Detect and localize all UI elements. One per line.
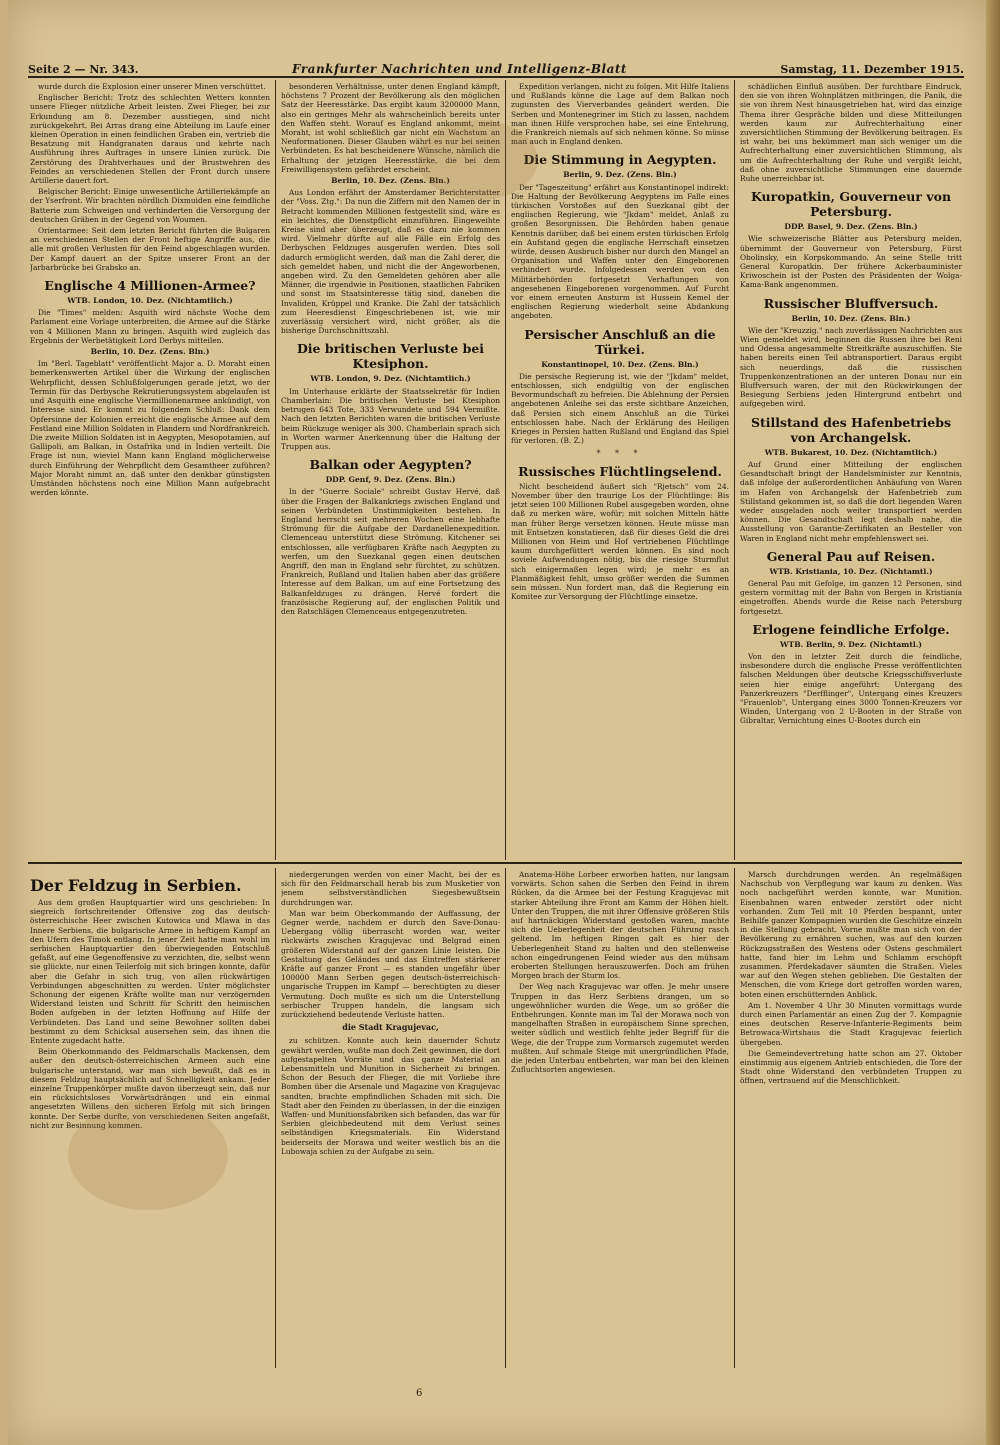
headline-feldzug-serbien: Der Feldzug in Serbien. bbox=[30, 876, 242, 895]
article-text: Der "Tageszeitung" erfährt aus Konstantinopel indirekt: Die Haltung der Bevölkerung Aegyptens im Falle eines türkischen Vorstoßes auf den Suezkanal gibt der englischen Regierung, wie "Jkdam" meldet, Anlaß zu großen Besorgnissen. Die Behörden haben genaue Kenntnis darüber, daß bei einem ersten türkischen Erfolg ein Aufstand gegen die englische Herrschaft einsetzen würde, dessen Ausbruch bisher nur durch den Mangel an Organisation und Waffen unter den Eingeborenen verhindert wurde. Infolgedessen werden von den Militärbehörden fortgesetzt Verhaftungen von angesehenen Eingeborenen vorgenommen. Auf Furcht vor einem erneuten Ansturm ist Hussein Kemel der englischen Regierung wiederholt seine Abdankung angeboten. bbox=[511, 182, 729, 321]
article-text: Orientarmee: Seit dem letzten Bericht führten die Bulgaren an verschiedenen Stellen der Front heftige Angriffe aus, die alle mit großen Verlusten für den Feind abgeschlagen wurden. Der Kampf dauert an der Spitze unserer Front an der Jarbarbrücke bei Grabsko an. bbox=[30, 226, 270, 272]
article-text: Die Gemeindevertretung hatte schon am 27. Oktober einstimmig aus eigenem Antrieb entschieden, die Tore der Stadt ohne Widerstand den verbündeten Truppen zu öffnen, vertrauend auf die Menschlichkeit. bbox=[740, 1048, 962, 1086]
article-text: schädlichen Einfluß ausüben. Der furchtbare Eindruck, den sie von ihren Wohnplätzen mitbringen, die Panik, die sie von ihrem Nest hinausgetrieben hat, wird das einzige Thema ihrer Gespräche bilden und diese Mitteilungen werden kaum zur Aufrechterhaltung einer zuversichtlichen Stimmung der Bevölkerung beitragen. Es ist wahr, bei uns bekümmert man sich weniger um die Aufrechterhaltung einer zuversichtlichen Stimmung, als um die Aufrechterhaltung der Ruhe und vergißt leicht, daß ohne zuversichtliche Stimmungen eine dauernde Ruhe unerreichbar ist. bbox=[740, 82, 962, 184]
article-text: Man war beim Oberkommando der Auffassung, der Gegner werde, nachdem er durch den Save-Donau-Uebergang völlig überrascht worden war, weiter rückwärts zwischen Kragujevac und Belgrad einen größeren Widerstand auf der ganzen Linie leisten. Die Gestaltung des Geländes und das Eintreffen stärkerer Kräfte auf ganzer Front — es standen ungefähr über 100000 Mann Serben gegen deutsch-österreichisch-ungarische Truppen im Kampf — berechtigten zu dieser Vermutung. Doch mußte es sich um die Unterstellung serbischer Truppen handeln, die langsam sich zurückziehend bedeutende Verluste hatten. bbox=[281, 908, 500, 1020]
lower-column-2 bbox=[281, 870, 500, 1370]
dateline: WTB. London, 9. Dez. (Nichtamtlich.) bbox=[310, 374, 471, 384]
headline-english-army: Englische 4 Millionen-Armee? bbox=[44, 278, 256, 294]
column-rule bbox=[734, 868, 735, 1368]
dateline: Berlin, 10. Dez. (Zens. Bln.) bbox=[331, 176, 450, 186]
article-text: Am 1. November 4 Uhr 30 Minuten vormittags wurde durch einen Parlamentär an einen Zug der 7. Kompagnie eines deutschen Reserve-Infanterie-Regiments beim Betrowaca-Wirtshaus die Stadt Kragujevac feierlich übergeben. bbox=[740, 1000, 962, 1047]
article-text: Beim Oberkommando des Feldmarschalls Mackensen, dem außer den deutsch-österreichischen Armeen auch eine bulgarische unterstand, war man sich bewußt, daß es in diesem Feldzug hauptsächlich auf Schnelligkeit ankam. Jeder einzelne Truppenkörper mußte davon überzeugt sein, daß nur ein rücksichtsloses Vorwärtsdrängen und ein einmal angesetzten Willens den sicheren Erfolg mit sich bringen konnte. Der Serbe durfte, von verschiedenen Seiten angefaßt, nicht zur Besinnung kommen. bbox=[30, 1047, 270, 1130]
column-rule bbox=[275, 868, 276, 1368]
masthead-date: Samstag, 11. Dezember 1915. bbox=[780, 63, 964, 76]
column-rule bbox=[505, 868, 506, 1368]
article-text: Die "Times" melden: Asquith wird nächste Woche dem Parlament eine Vorlage unterbreiten, die Armee auf die Stärke von 4 Millionen Mann zu bringen. Asquith wird zugleich das Ergebnis der Werbetätigkeit Lord Derbys mitteilen. bbox=[30, 308, 270, 345]
column-rule bbox=[275, 80, 276, 860]
article-text: besonderen Verhältnisse, unter denen England kämpft, höchstens 7 Prozent der Bevölkerung als den möglichen Satz der Heeresstärke. Das ergibt kaum 3200000 Mann, also ein geringes Mehr als wahrscheinlich bereits unter den Waffen steht. Worauf es England ankommt, meint Moraht, ist wohl schließlich gar nicht ein Wachstum an Neuformationen. Dieser Glauben währt es nur bei seinen Verbündeten. Es hat bescheidenere Wünsche, nämlich die Erhaltung der jetzigen Heeresstärke, die bei dem Freiwilligensystem gefährdet erscheint. bbox=[281, 82, 500, 174]
headline-stimmung-aegypten: Die Stimmung in Aegypten. bbox=[523, 152, 717, 168]
article-text: Aus London erfährt der Amsterdamer Berichterstatter der "Voss. Ztg.": Da nun die Ziffern mit den Namen der in Betracht kommenden Millionen festgestellt sind, wäre es ein leichtes, die Dienstpflicht einzuführen. Eingeweihte Kreise sind aber überzeugt, daß es dazu nie kommen wird. Vielmehr dürfte auf alle Fälle ein Erfolg des Derbyschen Feldzuges ausgerufen werden. Dies soll dadurch ermöglicht werden, daß man die Zahl derer, die sich gemeldet haben, und nicht die der Angeworbenen, angeben wird. Zu den Gemeldeten gehören aber alle Männer, die irgendwie in Positionen, staatlichen Fabriken und sonst im Staatsinteresse tätig sind, daneben die Invaliden, Krüppel und Kranke. Die Zahl der tatsächlich zum Heeresdienst Eingeschriebenen ist, wie mir zuverlässig versichert wird, nicht größer, als die bisherige Durchschnittszahl. bbox=[281, 188, 500, 336]
separator: * * * bbox=[596, 448, 644, 458]
article-text: Der Weg nach Kragujevac war offen. Je mehr unsere Truppen in das Herz Serbiens drangen, um so ungewöhnlicher wurden die Wege, um so größer die Entbehrungen. Konnte man im Tal der Morawa noch von mangelhaften Straßen in europäischem Sinne sprechen, weiter südlich und westlich fehlte jeder Begriff für die Wege, die der Truppe zum Vormarsch zugemutet werden mußten. Auf schmale Steige mit unergründlichen Pfade, die jeden Unterbau entbehrten, war man bei den kleinen Zufluchtsorten angewiesen. bbox=[511, 982, 729, 1075]
subhead-kragujevac: die Stadt Kragujevac, bbox=[342, 1022, 439, 1033]
column-1 bbox=[30, 82, 270, 858]
article-text: Im Unterhause erklärte der Staatssekretär für Indien Chamberlain: Die britischen Verluste bei Ktesiphon betrugen 643 Tote, 333 Verwundete und 594 Vermißte. Nach den letzten Berichten waren die britischen Verluste beim Rückzuge weniger als 300. Chamberlain sprach sich in Worten warmer Anerkennung über die Haltung der Truppen aus. bbox=[281, 386, 500, 451]
dateline: Berlin, 10. Dez. (Zens. Bln.) bbox=[791, 313, 911, 323]
article-text: In der "Guerre Sociale" schreibt Gustav Hervé, daß über die Fragen der Balkankriegs zwischen England und seinen Verbündeten Unstimmigkeiten bestehen. In England herrscht seit mehreren Wochen eine lebhafte Strömung für die Aufgabe der Dardanellenexpedition. Clemenceau unterstützt diese Strömung. Kitchener sei entschlossen, alle verfügbaren Kräfte nach Aegypten zu werfen, um den Suezkanal gegen einen deutschen Angriff, den man in England sehr fürchtet, zu schützen. Frankreich, Rußland und Italien haben aber das größere Interesse auf dem Balkan, um auf eine Fortsetzung des Balkanfeldzuges zu drängen. Hervé fordert die französische Regierung auf, der englischen Politik und den Ratschlägen Clemenceaus entgegenzutreten. bbox=[281, 487, 500, 616]
masthead bbox=[28, 56, 964, 78]
newspaper-page bbox=[8, 0, 988, 1445]
dateline: Konstantinopel, 10. Dez. (Zens. Bln.) bbox=[541, 359, 699, 369]
article-text: Anatema-Höhe Lorbeer erworben hatten, nur langsam vorwärts. Schon sahen die Serben den Feind in ihrem Rücken, da die Armee bei der Festung Kragujevac mit starker Abteilung ihre Front am Kamm der Höhen hielt. Unter den Truppen, die mit ihrer Offensive größeren Stils auf hartnäckigen Widerstand gestoßen waren, machte sich die Ueberlegenheit der deutschen Führung rasch geltend. Im heftigen Ringen galt es hier der Ueberlegenheit Stand zu halten und den stellenweise schon eingedrungenen Feind wieder aus den mühsam eroberten Stellungen herauszuwerfen. Doch am frühen Morgen brach der Sturm los. bbox=[511, 870, 729, 981]
headline-ktesiphon: Die britischen Verluste bei Ktesiphon. bbox=[296, 341, 485, 372]
dateline: DDP. Basel, 9. Dez. (Zens. Bln.) bbox=[784, 222, 918, 232]
article-text: niedergerungen werden von einer Macht, bei der es sich für den Feldmarschall herab bis zum Musketier von jenem selbstverständlichen Siegesbewußtsein durchdrungen war. bbox=[281, 870, 500, 907]
article-text: Wie der "Kreuzzig." nach zuverlässigen Nachrichten aus Wien gemeldet wird, beginnen die Russen ihre bei Reni und Odessa angesammelte Streitkräfte auszuschiffen. Sie haben bereits einen Teil abtransportiert. Daraus ergibt sich neuerdings, daß die russischen Truppenkonzentrationen an der unteren Donau nur ein Bluffversuch waren, der mit den Rückwirkungen der Besiegung Serbiens jeden Hintergrund entbehrt und aufgegeben wird. bbox=[740, 325, 962, 409]
dateline: Berlin, 10. Dez. (Zens. Bln.) bbox=[90, 347, 210, 357]
section-divider bbox=[28, 862, 962, 864]
article-text: Auf Grund einer Mitteilung der englischen Gesandtschaft bringt der Handelsminister zur Kenntnis, daß infolge der außerordentlichen Anhäufung von Waren im Hafen von Archangelsk der Hafenbetrieb zum Stillstand gekommen ist, so daß die dort liegenden Waren weder ausgeladen noch weiter transportiert werden können. Die Gesandtschaft legt deshalb nahe, die Ausstellung von Garantie-Zertifikaten an Besteller von Waren in England nicht mehr empfehlenswert sei. bbox=[740, 459, 962, 543]
article-text: Die persische Regierung ist, wie der "Jkdam" meldet, entschlossen, sich endgültig von der englischen Bevormundschaft zu befreien. Die Ablehnung der Persien angebotenen Anleihe sei das erste sichtbare Anzeichen, daß Persien sich einem Anschluß an die Türkei entschlossen habe. Nach der Erklärung des Heiligen Krieges in Persien hatten Rußland und England das Spiel für verloren. (B. Z.) bbox=[511, 371, 729, 446]
paper-stain bbox=[68, 1100, 228, 1210]
page-edge bbox=[986, 0, 1000, 1445]
masthead-issue: Seite 2 — Nr. 343. bbox=[28, 63, 139, 76]
headline-persischer-anschluss: Persischer Anschluß an die Türkei. bbox=[524, 326, 716, 357]
article-text: Nicht bescheidend äußert sich "Rjetsch" vom 24. November über den traurige Los der Flüchtlinge: Bis jetzt seien 100 Millionen Rubel ausgegeben worden, ohne daß zu merken wäre, wofür; mit solchen Mitteln hätte man früher Berge versetzen können. Heute müsse man mit Entsetzen konstatieren, daß für dieses Geld die drei Millionen von Heim und Hof vertriebenen Flüchtlinge kaum durchgefüttert werden können. Es sind noch soviele Aufwendungen nötig, bis die riesige Sturmflut sich einigermaßen legen wird; je mehr es an Planmäßigkeit fehlt, umso größer werden die Summen sein müssen. Nun fordert man, daß die Regierung ein Komitee zur Versorgung der Flüchtlinge einsetze. bbox=[511, 481, 729, 602]
article-text: General Pau mit Gefolge, im ganzen 12 Personen, sind gestern vormittag mit der Bahn von Bergen in Kristiania eingetroffen. Abends wurde die Reise nach Petersburg fortgesetzt. bbox=[740, 578, 962, 616]
paper-stain bbox=[418, 120, 538, 200]
dateline: WTB. London, 10. Dez. (Nichtamtlich.) bbox=[67, 296, 233, 306]
article-text: Aus dem großen Hauptquartier wird uns geschrieben: In siegreich fortschreitender Offensive zog das deutsch-österreichische Heer zwischen Kutowica und Mlawa in das Innere Serbiens, die bulgarische Armee in heftigem Kampf an den Ufern des Timok entlang. In jener Zeit hatte man wohl im serbischen Hauptquartier den überwiegenden Entschluß gefaßt, auf eine Gegenoffensive zu verzichten, die, selbst wenn sie glückte, nur einen Teilerfolg mit sich bringen konnte, dafür aber die Gefahr in sich trug, von allen rückwärtigen Verbindungen abgeschnitten zu werden. Unter möglichster Schonung der eigenen Kräfte wollte man nur verzögernden Widerstand leisten und Schritt für Schritt den heimischen Boden aufgeben in der letzten Hoffnung auf Hilfe der Verbündeten. Das Land und seine Bewohner sollten dabei bestimmt zu dem Schicksal ausersehen sein, das ihnen die Entente zugedacht hatte. bbox=[30, 898, 270, 1046]
dateline: WTB. Berlin, 9. Dez. (Nichtamtl.) bbox=[780, 639, 922, 649]
column-rule bbox=[505, 80, 506, 860]
column-rule bbox=[734, 80, 735, 860]
headline-fluechtlingselend: Russisches Flüchtlingselend. bbox=[518, 463, 722, 479]
headline-balkan-aegypten: Balkan oder Aegypten? bbox=[309, 457, 472, 473]
headline-kuropatkin: Kuropatkin, Gouverneur von Petersburg. bbox=[750, 189, 952, 220]
page-number: 6 bbox=[416, 1388, 423, 1399]
article-text: Expedition verlangen, nicht zu folgen. Mit Hilfe Italiens und Rußlands könne die Lage auf dem Balkan noch zugunsten des Vierverbandes geändert werden. Die Serben und Montenegriner im Stich zu lassen, nachdem man ihnen Hilfe versprochen habe, sei eine Entehrung, die Frankreich niemals auf sich nehmen könne. So müsse man auch in England denken. bbox=[511, 82, 729, 147]
headline-archangelsk: Stillstand des Hafenbetriebs von Archangelsk. bbox=[750, 414, 952, 445]
article-text: Wie schweizerische Blätter aus Petersburg melden, übernimmt der Gouverneur von Petersburg, Fürst Obolinsky, ein Korpskommando. An seine Stelle tritt General Kuropatkin. Der frühere Ackerbauminister Kriwoschein ist der Posten des Präsidenten der Wolga-Kama-Bank angenommen. bbox=[740, 234, 962, 290]
headline-bluffversuch: Russischer Bluffversuch. bbox=[763, 295, 939, 311]
column-4 bbox=[740, 82, 962, 858]
masthead-paper-title: Frankfurter Nachrichten und Intelligenz-Blatt bbox=[292, 62, 627, 76]
dateline: DDP. Genf, 9. Dez. (Zens. Bln.) bbox=[325, 475, 456, 485]
article-text: Belgischer Bericht: Einige unwesentliche Artilleriekämpfe an der Yserfront. Wir brachten nördlich Dixmuiden eine feindliche Batterie zum Schweigen und verhinderten die Versorgung der deutschen Gräben in der Gegend von Woumen. bbox=[30, 187, 270, 224]
headline-general-pau: General Pau auf Reisen. bbox=[766, 548, 936, 564]
article-text: Marsch durchdrungen werden. An regelmäßigen Nachschub von Verpflegung war kaum zu denken. Was noch nachgeführt werden konnte, war Munition. Eisenbahnen waren entweder zerstört oder nicht vorhanden. Zum Teil mit 10 Pferden bespannt, unter Beihilfe ganzer Kompagnien wurden die Geschütze einzeln in die Stellung gebracht. Vorne mußte man sich von der Bevölkerung zu ernähren suchen, was auf den kurzen Rückzugsstraßen des Westens oder Ostens geschmälert hatte, fand hier im Lehm und Schlamm erschöpft zusammen. Pferdekadaver säumten die Straßen. Vieles war auf den Wegen stehen geblieben. Die Gestalten der Menschen, die vom Kriege dort getroffen worden waren, boten einen erschütternden Anblick. bbox=[740, 870, 962, 999]
lower-column-4 bbox=[740, 870, 962, 1370]
dateline: WTB. Bukarest, 10. Dez. (Nichtamtlich.) bbox=[764, 447, 938, 457]
column-3 bbox=[511, 82, 729, 858]
dateline: Berlin, 9. Dez. (Zens. Bln.) bbox=[563, 170, 677, 180]
article-text: Im "Berl. Tageblatt" veröffentlicht Major a. D. Moraht einen bemerkenswerten Artikel über die Wirkung der englischen Wehrpflicht, dessen Schlußfolgerungen gerade jetzt, wo der Termin für das Derbysche Rekrutierungssystem abgelaufen ist und Asquith eine englische Viermillionenarmee ankündigt, von Interesse sind. Er kommt zu folgendem Schluß: Dank dem Opfersinne der Kolonien erreicht die englische Armee auf dem Festland eine Million Soldaten in Flandern und Nordfrankreich. Die zweite Million Soldaten ist in Aegypten, Mesopotamien, auf Gallipoli, am Balkan, in Ostafrika und in Indien verteilt. Die Frage ist nun, wieviel Mann kann England möglicherweise durch Einführung der Wehrpflicht dem Gesamtheer zuführen? Major Moraht nimmt an, daß unter den denkbar günstigsten Umständen höchstens noch eine Million Mann aufgebracht werden könnte. bbox=[30, 359, 270, 498]
article-text: wurde durch die Explosion einer unserer Minen verschüttet. bbox=[38, 82, 266, 91]
lower-column-3 bbox=[511, 870, 729, 1370]
article-text: zu schützen. Konnte auch kein dauernder Schutz gewährt werden, wußte man doch Zeit gewinnen, die dort aufgestapelten Vorräte und das ganze Material an Lebensmitteln und Munition in Sicherheit zu bringen. Schon der Besuch der Flieger, die mit Vorliebe ihre Bomben über die Arsenale und Magazine von Kragujevac sandten, brachte empfindlichen Schaden mit sich. Die Stadt aber den Feinden zu überlassen, in der die einzigen Waffen- und Munitionsfabriken sich befanden, das war für Serbien gleichbedeutend mit dem Verlust seines selbständigen Kriegsmaterials. Ein Widerstand beiderseits der Morawa und weiter westlich bis an die Lubowaja schien zu der Aufgabe zu sein. bbox=[281, 1036, 500, 1156]
dateline: WTB. Kristiania, 10. Dez. (Nichtamtl.) bbox=[769, 566, 933, 576]
article-text: Englischer Bericht: Trotz des schlechten Wetters konnten unsere Flieger nützliche Arbeit leisten. Zwei Flieger, bei zur Erkundung am 8. Dezember ausstiegen, sind nicht zurückgekehrt. Bei Arras drang eine Abteilung im Laufe einer kleinen Operation in einen feindlichen Graben ein, vertrieb die Besatzung mit Handgranaten daraus und kehrte nach Ausführung ihres Auftrages in unsere Linien zurück. Die Zerstörung des Drahtverhaues und der Brustwehren des Feindes an verschiedenen Stellen der Front durch unsere Artillerie dauert fort. bbox=[30, 93, 270, 186]
article-text: Von den in letzter Zeit durch die feindliche, insbesondere durch die englische Presse veröffentlichten falschen Meldungen über deutsche Kriegsschiffsverluste seien hier einige angeführt: Untergang des Panzerkreuzers "Derfflinger", Untergang eines Kreuzers "Frauenlob", Untergang eines 3000 Tonnen-Kreuzers vor Winden, Untergang von 2 U-Booten in der Straße von Gibraltar, Vernichtung eines U-Bootes durch ein bbox=[740, 651, 962, 726]
headline-erlogene-erfolge: Erlogene feindliche Erfolge. bbox=[752, 621, 950, 637]
